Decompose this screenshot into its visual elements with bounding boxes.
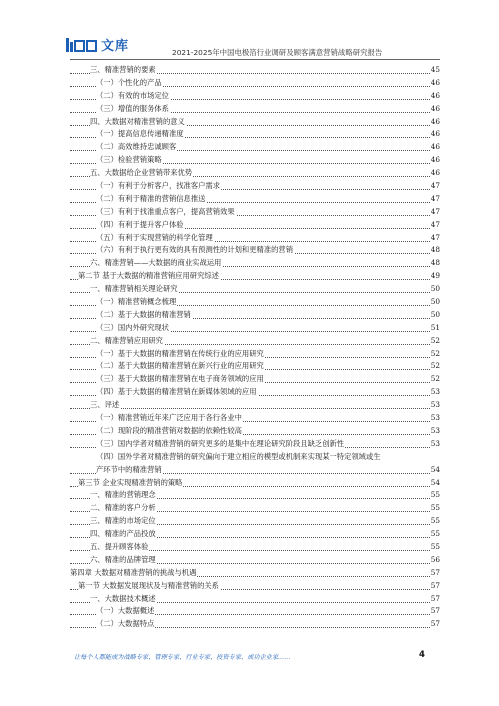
toc-entry-label: 第一节 大数据发展现状及与精准营销的关系 — [78, 580, 220, 593]
toc-entry[interactable] — [70, 489, 440, 502]
toc-entry[interactable] — [70, 528, 440, 541]
dot-leader — [70, 408, 430, 409]
toc-entry-page: 55 — [430, 502, 440, 515]
toc-entry-label: （一）提高信息传递精准度 — [96, 128, 185, 141]
toc-entry[interactable] — [70, 335, 440, 348]
toc-entry-label: （五）有利于实现营销的科学化管理 — [96, 232, 214, 245]
toc-entry-label: 五、大数据给企业营销带来优势 — [90, 167, 193, 180]
toc-entry-page: 45 — [430, 64, 440, 77]
toc-entry-label: （二）基于大数据的精准营销在新兴行业的应用研究 — [96, 360, 265, 373]
toc-entry-label: 二、精准营销应用研究 — [90, 335, 164, 348]
toc-entry[interactable] — [70, 515, 440, 528]
toc-entry-label: 第二节 基于大数据的精准营销应用研究综述 — [78, 270, 220, 283]
toc-entry-page: 57 — [430, 567, 440, 580]
toc-entry-label: （一）精准营销近年来广泛应用于各行各业中 — [96, 412, 243, 425]
toc-entry-page: 53 — [430, 425, 440, 438]
logo-icon — [66, 38, 98, 52]
toc-entry-page: 46 — [430, 128, 440, 141]
toc-entry-page: 52 — [430, 348, 440, 361]
toc-entry[interactable] — [70, 232, 440, 245]
toc-entry[interactable] — [70, 128, 440, 141]
toc-entry-label: （三）增值的服务体系 — [96, 103, 170, 116]
toc-entry[interactable] — [70, 554, 440, 567]
toc-entry-label: 六、精准营销——大数据的商业实战运用 — [90, 257, 222, 270]
toc-entry-page: 47 — [430, 180, 440, 193]
toc-entry[interactable] — [70, 386, 440, 399]
page-header — [0, 0, 499, 62]
toc-entry[interactable] — [70, 193, 440, 206]
toc-entry-page: 48 — [430, 244, 440, 257]
toc-entry-label: （二）高效维持忠诚顾客 — [96, 141, 177, 154]
toc-entry[interactable] — [70, 283, 440, 296]
toc-entry-label: （二）大数据特点 — [96, 618, 155, 631]
toc-entry-page: 51 — [430, 322, 440, 335]
toc-entry-wrapped[interactable] — [70, 451, 440, 464]
page-number: 4 — [419, 650, 425, 660]
toc-entry[interactable] — [70, 77, 440, 90]
toc-entry-label: （三）国内外研究现状 — [96, 322, 170, 335]
toc-entry[interactable] — [70, 322, 440, 335]
toc-entry-page: 53 — [430, 399, 440, 412]
toc-entry-label: （一）大数据概述 — [96, 605, 155, 618]
toc-entry-label: （二）现阶段的精准营销对数据的依赖性较高 — [96, 425, 243, 438]
toc-entry-page: 56 — [430, 554, 440, 567]
toc-entry-label: （二）有效的市场定位 — [96, 90, 170, 103]
toc-entry-label: （四）基于大数据的精准营销在新媒体领域的应用 — [96, 386, 258, 399]
toc-entry-page: 46 — [430, 154, 440, 167]
toc-entry[interactable] — [70, 477, 440, 490]
toc-entry-page: 53 — [430, 386, 440, 399]
toc-entry-page: 57 — [430, 593, 440, 606]
toc-entry[interactable] — [70, 541, 440, 554]
toc-entry-label: （三）有利于找准重点客户，提高营销效果 — [96, 206, 236, 219]
toc-entry-page: 46 — [430, 103, 440, 116]
toc-entry-page: 57 — [430, 580, 440, 593]
document-title: 2021-2025年中国电极箔行业调研及顾客满意营销战略研究报告 — [172, 48, 383, 57]
toc-entry-page: 55 — [430, 528, 440, 541]
toc-entry[interactable] — [70, 593, 440, 606]
toc-entry-label: （四）国外学者对精准营销的研究偏向于建立相应的模型或机制来实现某一特定领域或生 — [96, 451, 381, 461]
toc-entry[interactable] — [70, 399, 440, 412]
table-of-contents — [70, 64, 440, 631]
site-logo[interactable] — [66, 35, 129, 54]
page-footer — [0, 652, 499, 672]
toc-entry-page: 50 — [430, 296, 440, 309]
toc-entry-page: 55 — [430, 541, 440, 554]
toc-entry[interactable] — [70, 206, 440, 219]
toc-entry[interactable] — [70, 270, 440, 283]
toc-entry-label: （三）检验营销策略 — [96, 154, 163, 167]
toc-entry[interactable] — [70, 605, 440, 618]
toc-entry-page: 52 — [430, 335, 440, 348]
toc-entry[interactable] — [70, 425, 440, 438]
toc-entry-label: 四、精准的产品投放 — [90, 528, 157, 541]
toc-entry-label: （一）有利于分析客户，找准客户需求 — [96, 180, 221, 193]
toc-entry-label: （三）国内学者对精准营销的研究更多的是集中在理论研究阶段且缺乏创新性 — [96, 438, 345, 451]
toc-entry-label: 六、精准的品牌管理 — [90, 554, 157, 567]
toc-entry-page: 47 — [430, 219, 440, 232]
toc-entry-page: 46 — [430, 90, 440, 103]
toc-entry-page: 47 — [430, 193, 440, 206]
toc-entry-page: 49 — [430, 270, 440, 283]
toc-entry-page: 46 — [430, 77, 440, 90]
toc-entry-page: 46 — [430, 141, 440, 154]
toc-entry[interactable] — [70, 141, 440, 154]
toc-entry-page: 52 — [430, 373, 440, 386]
toc-entry[interactable] — [70, 154, 440, 167]
toc-entry-page: 46 — [430, 167, 440, 180]
toc-entry-label: （二）基于大数据的精准营销 — [96, 309, 192, 322]
toc-entry-page: 54 — [430, 477, 440, 490]
toc-entry-label: 产环节中的精准营销 — [96, 464, 163, 477]
toc-entry-label: 一、精准营销相关理论研究 — [90, 283, 179, 296]
toc-entry-label: （一）个性化的产品 — [96, 77, 163, 90]
toc-entry-label: 五、提升顾客体验 — [90, 541, 149, 554]
toc-entry-page: 54 — [430, 464, 440, 477]
toc-entry[interactable] — [70, 257, 440, 270]
toc-entry-page: 52 — [430, 360, 440, 373]
toc-entry[interactable] — [70, 309, 440, 322]
toc-entry-label: 三、精准营销的要素 — [90, 64, 157, 77]
toc-entry-page: 55 — [430, 515, 440, 528]
toc-entry[interactable] — [70, 502, 440, 515]
toc-entry-page: 50 — [430, 309, 440, 322]
toc-entry-page: 53 — [430, 412, 440, 425]
toc-entry[interactable] — [70, 103, 440, 116]
toc-entry-page: 57 — [430, 605, 440, 618]
toc-entry-label: 一、精准的营销理念 — [90, 489, 157, 502]
toc-entry-page: 47 — [430, 232, 440, 245]
toc-entry-page: 48 — [430, 257, 440, 270]
toc-entry-label: （一）基于大数据的精准营销在传统行业的应用研究 — [96, 348, 265, 361]
toc-entry[interactable] — [70, 580, 440, 593]
toc-entry[interactable] — [70, 244, 440, 257]
toc-entry-label: 第四章 大数据对精准营销的挑战与机遇 — [70, 567, 197, 580]
toc-entry-page: 47 — [430, 206, 440, 219]
toc-entry-page: 53 — [430, 438, 440, 451]
toc-entry-label: （二）有利于精准的营销信息推送 — [96, 193, 206, 206]
toc-entry-label: 四、大数据对精准营销的意义 — [90, 116, 186, 129]
toc-entry-label: 一、大数据技术概述 — [90, 593, 157, 606]
toc-entry[interactable] — [70, 348, 440, 361]
toc-entry-label: 第三节 企业实现精准营销的策略 — [78, 477, 183, 490]
toc-entry-page: 46 — [430, 116, 440, 129]
toc-entry-label: 二、精准的客户分析 — [90, 502, 157, 515]
toc-entry[interactable] — [70, 296, 440, 309]
toc-entry-page: 57 — [430, 618, 440, 631]
toc-entry-label: （三）基于大数据的精准营销在电子商务领域的应用 — [96, 373, 265, 386]
toc-entry-label: （六）有利于执行更有效的具有预测性的计划和更精准的营销 — [96, 244, 294, 257]
toc-entry[interactable] — [70, 90, 440, 103]
logo-text: 文库 — [101, 39, 130, 54]
header-divider — [70, 59, 440, 60]
toc-entry-label: （四）有利于提升客户体验 — [96, 219, 185, 232]
toc-entry[interactable] — [70, 567, 440, 580]
toc-entry-label: 三、评述 — [90, 399, 120, 412]
toc-entry[interactable] — [70, 618, 440, 631]
toc-entry[interactable] — [70, 116, 440, 129]
toc-entry[interactable] — [70, 180, 440, 193]
toc-entry[interactable] — [70, 64, 440, 77]
toc-entry[interactable] — [70, 412, 440, 425]
toc-entry[interactable] — [70, 167, 440, 180]
toc-entry-continued[interactable] — [70, 464, 440, 477]
toc-entry-page: 55 — [430, 489, 440, 502]
toc-entry[interactable] — [70, 373, 440, 386]
toc-entry[interactable] — [70, 219, 440, 232]
toc-entry-page: 50 — [430, 283, 440, 296]
footer-slogan: 让每个人都能成为战略专家、管理专家、行业专家、投资专家、成功企业家…… — [74, 654, 291, 661]
toc-entry[interactable] — [70, 360, 440, 373]
toc-entry-label: （一）精准营销概念梳理 — [96, 296, 177, 309]
toc-entry[interactable] — [70, 438, 440, 451]
toc-entry-label: 三、精准的市场定位 — [90, 515, 157, 528]
